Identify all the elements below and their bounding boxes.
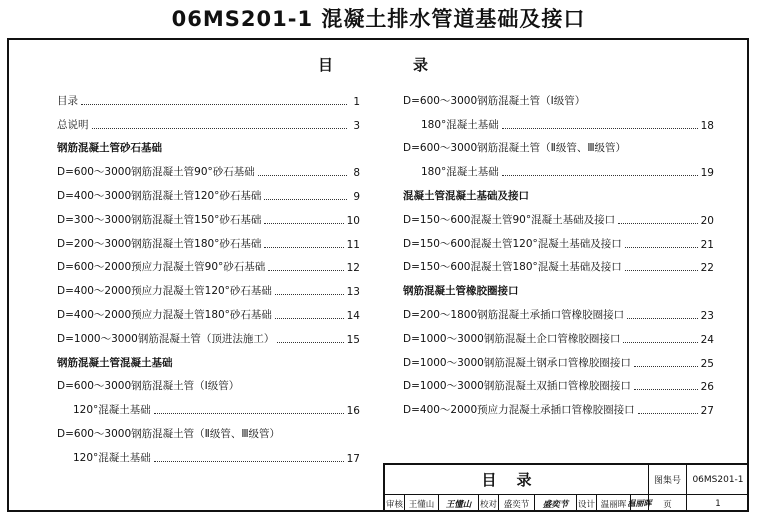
- toc-entry-title: 180°混凝土基础: [421, 118, 499, 131]
- toc-entry-title: D=600～3000钢筋混凝土管（Ⅱ级管、Ⅲ级管）: [403, 142, 627, 155]
- toc-page-number: 14: [346, 309, 360, 322]
- toc-entry-title: D=600～3000钢筋混凝土管（Ⅱ级管、Ⅲ级管）: [57, 427, 281, 440]
- atlas-number-label: 图集号: [649, 465, 687, 495]
- toc-right-column: [403, 88, 714, 421]
- dot-leader: [264, 247, 343, 248]
- dot-leader: [258, 175, 347, 176]
- toc-page-number: 26: [700, 381, 714, 394]
- toc-heading-right: 录: [413, 56, 429, 74]
- toc-entry: [403, 397, 714, 421]
- toc-page-number: 19: [700, 167, 714, 180]
- dot-leader: [627, 318, 697, 319]
- toc-page-number: 20: [700, 214, 714, 227]
- toc-page-number: 16: [346, 405, 360, 418]
- toc-entry-title: D=400～3000钢筋混凝土管120°砂石基础: [57, 189, 262, 202]
- toc-entry: [57, 374, 360, 398]
- toc-entry-title: 钢筋混凝土管砂石基础: [57, 142, 162, 155]
- toc-entry: [57, 255, 360, 279]
- toc-entry-title: D=1000～3000钢筋混凝土钢承口管橡胶圈接口: [403, 356, 631, 369]
- dot-leader: [625, 270, 698, 271]
- toc-entry-title: D=150～600混凝土管180°混凝土基础及接口: [403, 261, 622, 274]
- toc-page-number: 9: [353, 190, 360, 203]
- toc-entry-title: 目录: [57, 94, 78, 107]
- toc-entry: [403, 374, 714, 398]
- designer-name: 温丽晖: [597, 495, 631, 512]
- dot-leader: [277, 342, 343, 343]
- toc-entry: [57, 183, 360, 207]
- toc-page-number: 25: [700, 357, 714, 370]
- toc-page-number: 1: [353, 95, 360, 108]
- toc-page-number: 8: [353, 167, 360, 180]
- toc-page-number: 3: [353, 119, 360, 132]
- toc-entry-title: 钢筋混凝土管混凝土基础: [57, 356, 173, 369]
- toc-entry-title: D=150～600混凝土管120°混凝土基础及接口: [403, 237, 622, 250]
- checker-name: 盛奕节: [499, 495, 535, 512]
- toc-entry-title: D=400～2000预应力混凝土管120°砂石基础: [57, 285, 272, 298]
- toc-entry: [403, 350, 714, 374]
- toc-entry-title: 120°混凝土基础: [73, 451, 151, 464]
- dot-leader: [618, 223, 698, 224]
- dot-leader: [92, 128, 348, 129]
- design-label: 设计: [577, 495, 597, 512]
- dot-leader: [264, 223, 343, 224]
- toc-page-number: 10: [346, 214, 360, 227]
- check-label: 校对: [479, 495, 499, 512]
- toc-entry: [57, 88, 360, 112]
- toc-entry: [403, 231, 714, 255]
- toc-page-number: 27: [700, 405, 714, 418]
- checker-signature: 盛奕节: [535, 495, 577, 512]
- toc-entry: [57, 278, 360, 302]
- toc-section-heading: [403, 183, 714, 207]
- toc-entry-title: 180°混凝土基础: [421, 166, 499, 179]
- toc-entry-title: D=1000～3000钢筋混凝土双插口管橡胶圈接口: [403, 380, 631, 393]
- toc-entry: [57, 326, 360, 350]
- toc-page-number: 17: [346, 452, 360, 465]
- toc-entry-title: 120°混凝土基础: [73, 404, 151, 417]
- toc-entry-title: D=600～3000钢筋混凝土管90°砂石基础: [57, 166, 255, 179]
- page-label: 页: [649, 495, 687, 512]
- toc-entry-title: D=300～3000钢筋混凝土管150°砂石基础: [57, 213, 262, 226]
- designer-signature: 温丽晖: [631, 495, 649, 512]
- toc-entry-title: D=600～3000钢筋混凝土管（Ⅰ级管）: [403, 94, 586, 107]
- toc-entry-title: 钢筋混凝土管橡胶圈接口: [403, 285, 519, 298]
- reviewer-signature: 王懂山: [439, 495, 479, 512]
- toc-page-number: 18: [700, 119, 714, 132]
- page-number: 1: [715, 498, 721, 509]
- toc-entry: [57, 397, 360, 421]
- toc-section-heading: [57, 136, 360, 160]
- page-title: 06MS201-1 混凝土排水管道基础及接口: [171, 7, 586, 31]
- toc-entry: [57, 159, 360, 183]
- toc-page-number: 15: [346, 333, 360, 346]
- dot-leader: [268, 270, 343, 271]
- toc-heading-left: 目: [318, 56, 334, 74]
- toc-entry-title: D=200～1800钢筋混凝土承插口管橡胶圈接口: [403, 308, 625, 321]
- toc-entry-title: D=600～2000预应力混凝土管90°砂石基础: [57, 261, 266, 274]
- reviewer-name: 王懂山: [405, 495, 439, 512]
- dot-leader: [638, 413, 698, 414]
- toc-page-number: 11: [346, 238, 360, 251]
- toc-entry-title: D=1000～3000钢筋混凝土企口管橡胶圈接口: [403, 332, 621, 345]
- toc-entry: [403, 302, 714, 326]
- dot-leader: [264, 199, 347, 200]
- toc-entry: [57, 112, 360, 136]
- toc-entry-title: D=400～2000预应力混凝土管180°砂石基础: [57, 308, 272, 321]
- dot-leader: [634, 389, 698, 390]
- toc-entry: [57, 207, 360, 231]
- toc-entry-title: D=200～3000钢筋混凝土管180°砂石基础: [57, 237, 262, 250]
- toc-entry-title: 总说明: [57, 118, 89, 131]
- toc-entry-title: D=600～3000钢筋混凝土管（Ⅰ级管）: [57, 380, 240, 393]
- dot-leader: [275, 318, 344, 319]
- toc-entry: [403, 255, 714, 279]
- dot-leader: [81, 104, 347, 105]
- toc-page-number: 21: [700, 238, 714, 251]
- review-label: 审核: [385, 495, 405, 512]
- toc-entry: [403, 159, 714, 183]
- dot-leader: [502, 128, 698, 129]
- toc-page-number: 12: [346, 262, 360, 275]
- toc-entry: [57, 231, 360, 255]
- dot-leader: [634, 366, 698, 367]
- toc-entry: [403, 136, 714, 160]
- dot-leader: [275, 294, 344, 295]
- toc-entry: [403, 88, 714, 112]
- toc-left-column: [57, 88, 360, 469]
- toc-page-number: 24: [700, 333, 714, 346]
- dot-leader: [154, 413, 344, 414]
- toc-entry: [403, 326, 714, 350]
- title-block: [383, 463, 749, 512]
- toc-entry: [57, 421, 360, 445]
- toc-entry: [403, 112, 714, 136]
- toc-entry-title: D=400～2000预应力混凝土承插口管橡胶圈接口: [403, 404, 635, 417]
- toc-entry-title: D=150～600混凝土管90°混凝土基础及接口: [403, 213, 616, 226]
- toc-entry: [57, 445, 360, 469]
- toc-section-heading: [403, 278, 714, 302]
- toc-entry-title: 混凝土管混凝土基础及接口: [403, 189, 529, 202]
- toc-entry-title: D=1000～3000钢筋混凝土管（顶进法施工）: [57, 332, 275, 345]
- toc-section-heading: [57, 350, 360, 374]
- dot-leader: [623, 342, 697, 343]
- toc-page-number: 23: [700, 309, 714, 322]
- toc-page-number: 13: [346, 286, 360, 299]
- atlas-number: 06MS201-1: [687, 465, 749, 495]
- toc-entry: [403, 207, 714, 231]
- title-block-title: 目录: [385, 465, 649, 495]
- dot-leader: [502, 175, 698, 176]
- toc-entry: [57, 302, 360, 326]
- toc-page-number: 22: [700, 262, 714, 275]
- dot-leader: [625, 247, 698, 248]
- dot-leader: [154, 461, 344, 462]
